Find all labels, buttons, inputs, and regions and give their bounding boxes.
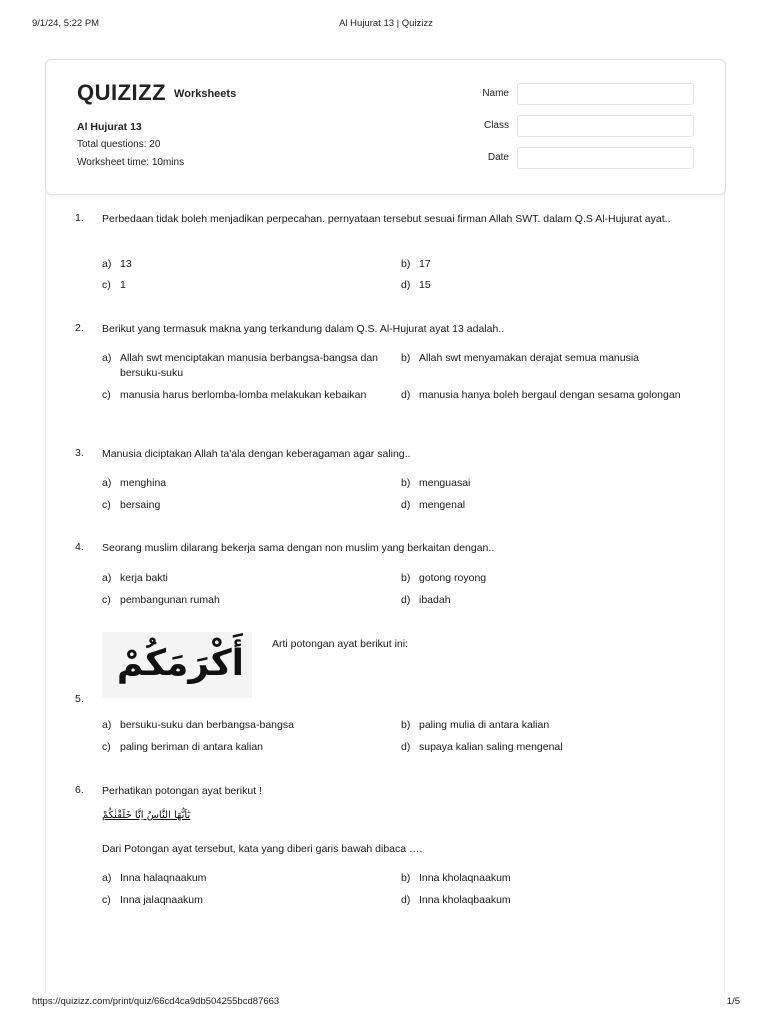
option-letter: a)	[102, 477, 112, 489]
option-letter: b)	[401, 352, 411, 364]
arabic-verse-image	[102, 632, 252, 698]
option-letter: b)	[401, 477, 411, 489]
print-footer	[32, 996, 740, 1010]
question-5	[75, 632, 675, 762]
option-letter: c)	[102, 279, 111, 291]
name-field[interactable]	[517, 83, 694, 105]
total-questions: Total questions: 20	[77, 139, 161, 150]
option-text: paling mulia di antara kalian	[419, 719, 550, 731]
worksheet-time: Worksheet time: 10mins	[77, 157, 185, 168]
option-letter: b)	[401, 258, 411, 270]
worksheet-header-card	[45, 59, 726, 195]
logo-wordmark: QUIZIZZ	[77, 80, 167, 105]
question-number: 2.	[75, 322, 84, 334]
option-letter: b)	[401, 872, 411, 884]
option-letter: a)	[102, 872, 112, 884]
print-url: https://quizizz.com/print/quiz/66cd4ca9db504255bcd87663	[32, 996, 280, 1007]
option-text: menghina	[120, 477, 167, 489]
content-border-left	[45, 193, 46, 993]
option-text: manusia harus berlomba-lomba melakukan kebaikan	[120, 389, 367, 401]
option-letter: a)	[102, 258, 112, 270]
class-field[interactable]	[517, 115, 694, 137]
logo-subtitle: Worksheets	[174, 88, 237, 100]
option-text: bersuku-suku dan berbangsa-bangsa	[120, 719, 294, 731]
option-letter: c)	[102, 894, 111, 906]
option-text: Allah swt menyamakan derajat semua manusia	[419, 352, 640, 364]
option-letter: d)	[401, 894, 411, 906]
print-tab-title: Al Hujurat 13 | Quizizz	[339, 18, 433, 29]
option-letter: a)	[102, 572, 112, 584]
question-subtext: Dari Potongan ayat tersebut, kata yang diberi garis bawah dibaca ….	[102, 843, 423, 855]
question-text: Seorang muslim dilarang bekerja sama dengan non muslim yang berkaitan dengan..	[102, 542, 495, 554]
date-label: Date	[487, 152, 509, 163]
content-border-right	[724, 193, 725, 993]
question-text: Perhatikan potongan ayat berikut !	[102, 785, 262, 797]
option-text: Inna kholaqbaakum	[419, 894, 511, 906]
question-number: 1.	[75, 212, 84, 224]
option-text: 17	[419, 258, 431, 270]
option-text: paling beriman di antara kalian	[120, 741, 264, 753]
option-letter: d)	[401, 594, 411, 606]
question-text: Perbedaan tidak boleh menjadikan perpecahan. pernyataan tersebut sesuai firman Allah SWT. dalam Q.S Al-Hujurat ayat..	[102, 213, 671, 225]
arabic-verse-text: أَكْرَمَكُمْ	[116, 643, 244, 684]
option-letter: c)	[102, 594, 111, 606]
option-text: Inna jalaqnaakum	[120, 894, 203, 906]
option-text: manusia hanya boleh bergaul dengan sesama golongan	[419, 389, 681, 401]
option-text: Inna halaqnaakum	[120, 872, 207, 884]
name-label: Name	[482, 88, 509, 99]
option-text: bersaing	[120, 499, 161, 511]
option-text: menguasai	[419, 477, 471, 489]
option-letter: d)	[401, 499, 411, 511]
date-field[interactable]	[517, 147, 694, 169]
print-datetime: 9/1/24, 5:22 PM	[32, 18, 100, 29]
question-6	[75, 784, 675, 914]
option-text: 15	[419, 279, 431, 291]
option-text: gotong royong	[419, 572, 487, 584]
option-text: Allah swt menciptakan manusia berbangsa-bangsa dan bersuku-suku	[120, 352, 378, 379]
print-header	[32, 18, 740, 32]
quiz-title: Al Hujurat 13	[77, 121, 142, 133]
page-number: 1/5	[726, 996, 740, 1007]
question-text: Berikut yang termasuk makna yang terkandung dalam Q.S. Al-Hujurat ayat 13 adalah..	[102, 323, 505, 335]
option-letter: c)	[102, 499, 111, 511]
option-text: supaya kalian saling mengenal	[419, 741, 563, 753]
option-letter: c)	[102, 389, 111, 401]
option-letter: b)	[401, 719, 411, 731]
option-text: mengenal	[419, 499, 466, 511]
class-label: Class	[483, 120, 509, 131]
option-letter: b)	[401, 572, 411, 584]
option-letter: d)	[401, 741, 411, 753]
question-number: 5.	[75, 693, 84, 705]
question-text: Arti potongan ayat berikut ini:	[272, 638, 408, 650]
question-number: 3.	[75, 447, 84, 459]
option-text: 1	[120, 279, 126, 291]
option-letter: c)	[102, 741, 111, 753]
option-letter: d)	[401, 279, 411, 291]
option-letter: a)	[102, 352, 112, 364]
question-text: Manusia diciptakan Allah ta'ala dengan keberagaman agar saling..	[102, 448, 411, 460]
quizizz-logo	[77, 82, 236, 104]
option-text: ibadah	[419, 594, 451, 606]
option-letter: a)	[102, 719, 112, 731]
question-number: 6.	[75, 784, 84, 796]
option-letter: d)	[401, 389, 411, 401]
arabic-verse-image	[102, 806, 191, 828]
option-text: pembangunan rumah	[120, 594, 220, 606]
option-text: 13	[120, 258, 132, 270]
arabic-verse-text: يٰٓاَيُّهَا النَّاسُ اِنَّا خَلَقْنٰكُمْ	[102, 810, 191, 821]
question-number: 4.	[75, 541, 84, 553]
option-text: kerja bakti	[120, 572, 168, 584]
option-text: Inna kholaqnaakum	[419, 872, 511, 884]
